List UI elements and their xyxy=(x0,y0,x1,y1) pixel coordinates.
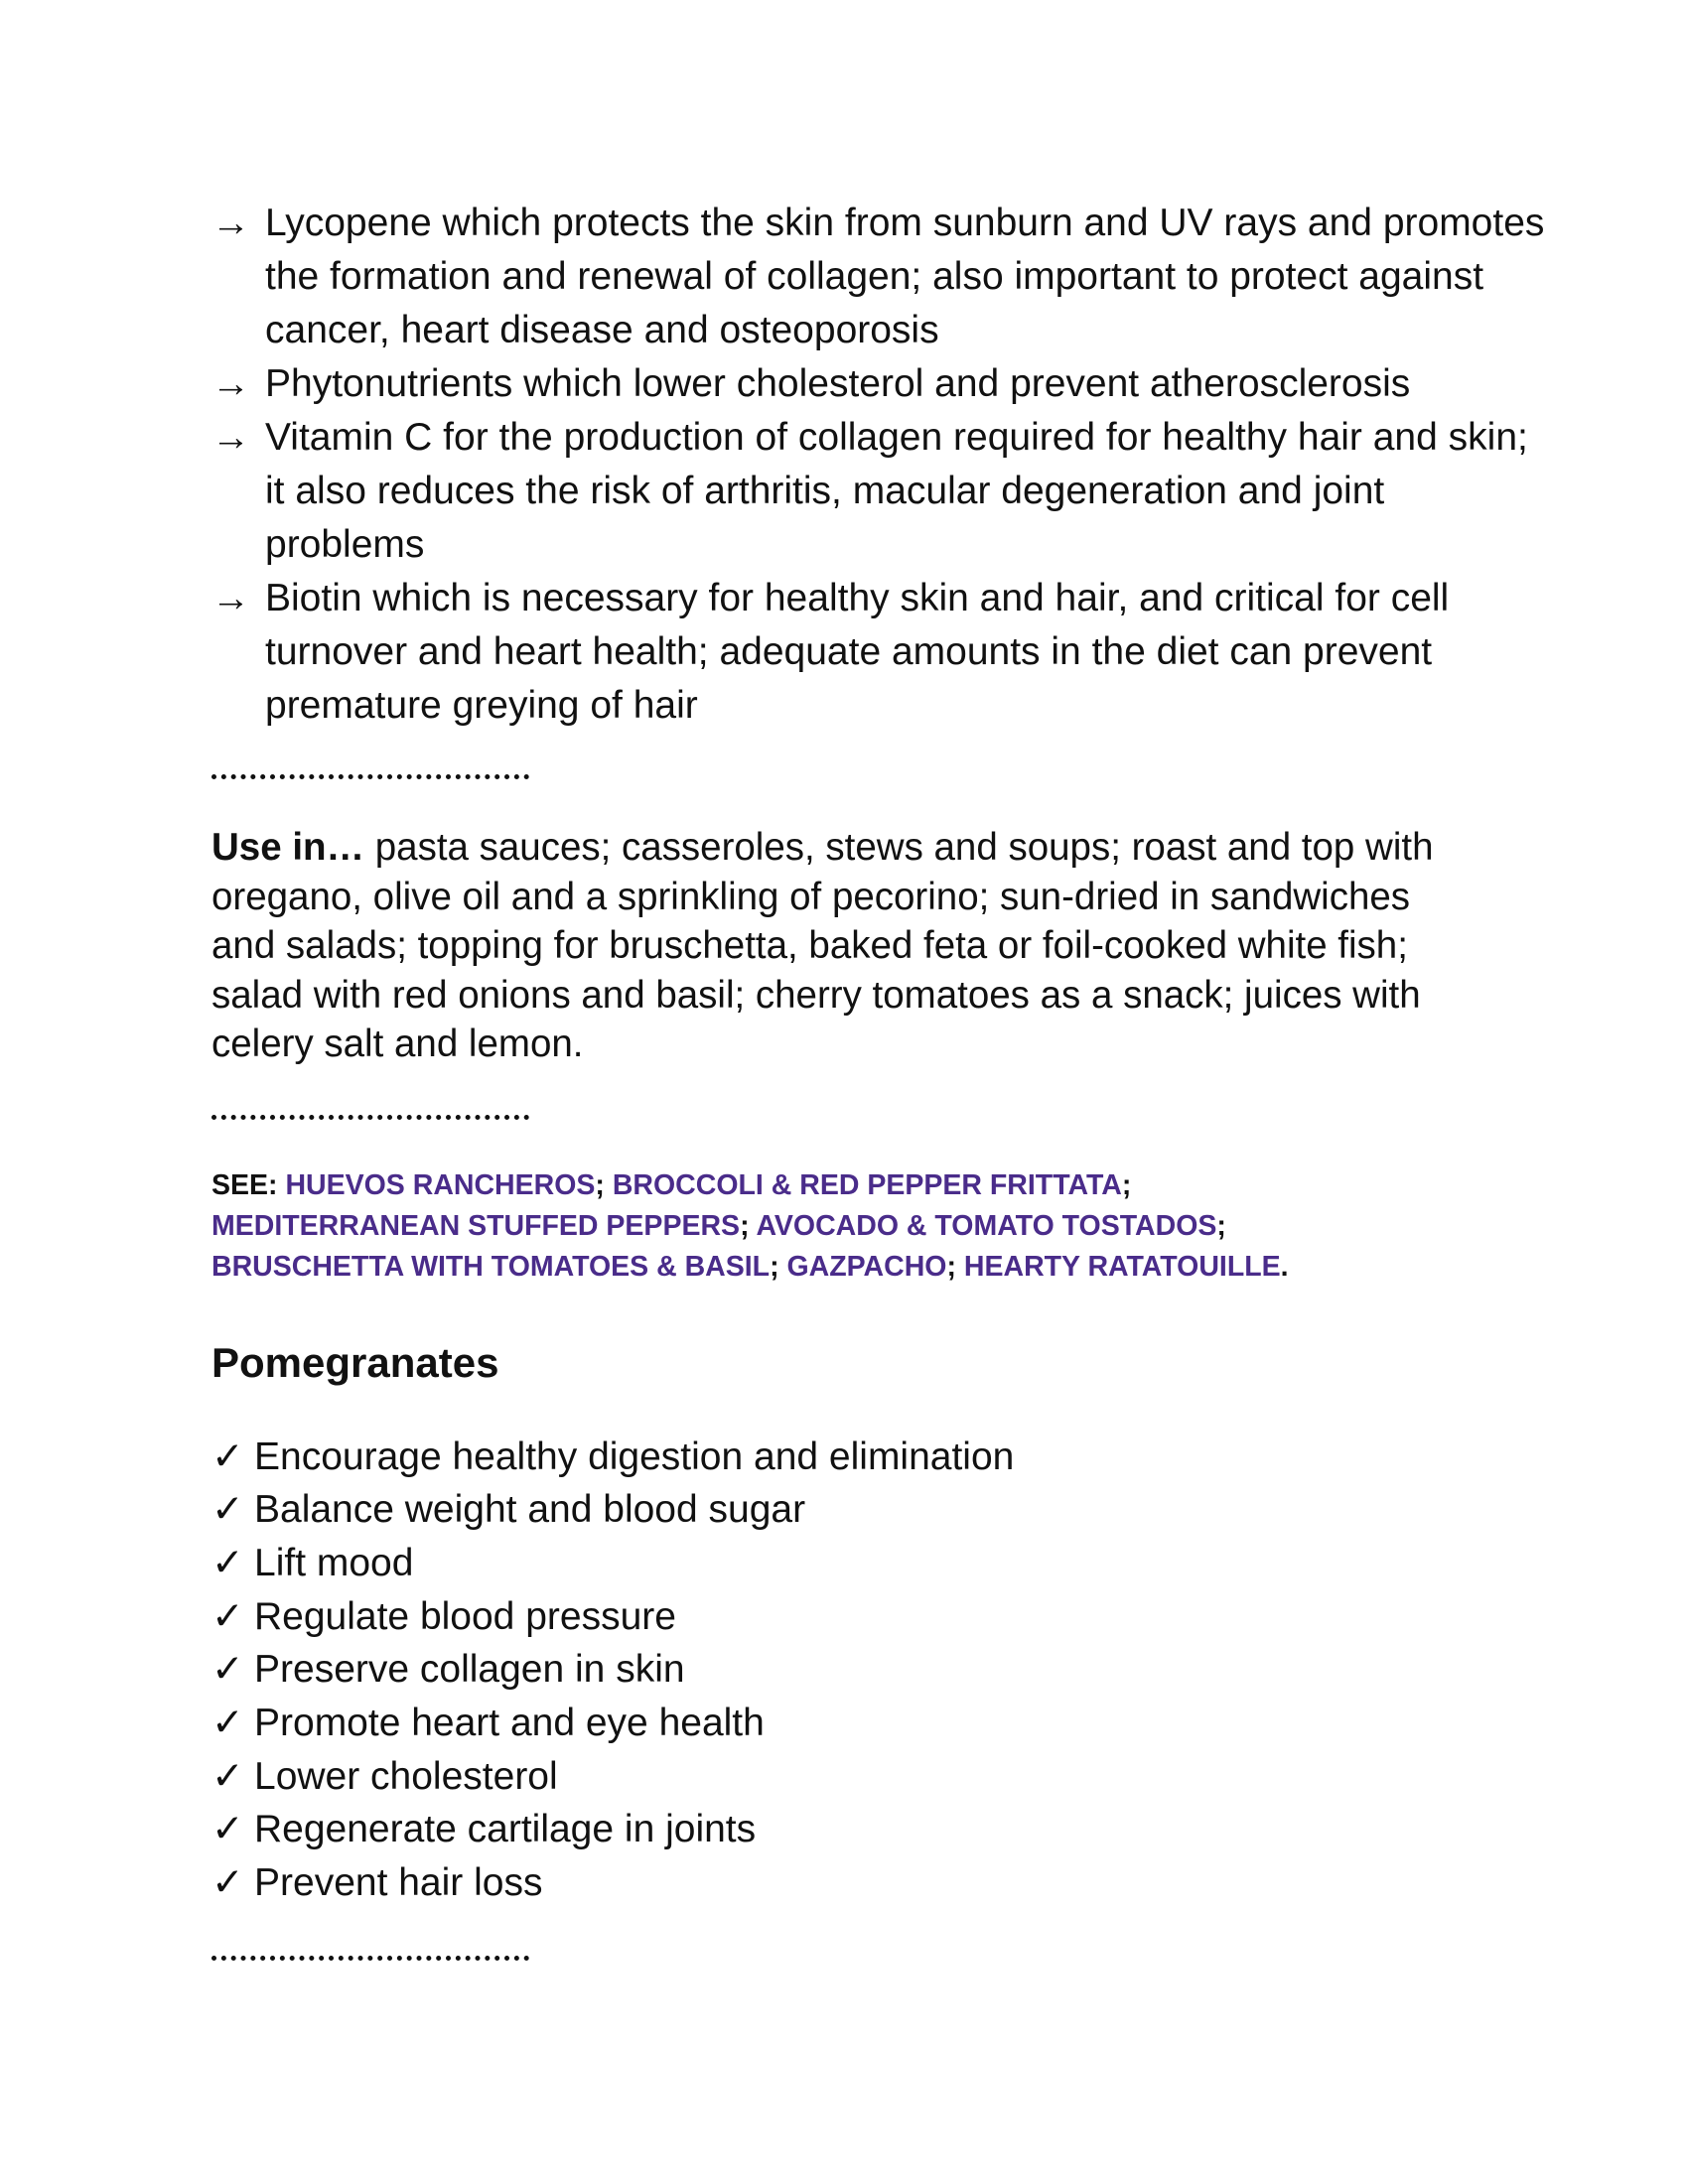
check-icon: ✓ xyxy=(211,1648,244,1692)
recipe-link-huevos-rancheros[interactable]: HUEVOS RANCHEROS xyxy=(285,1168,596,1201)
check-icon: ✓ xyxy=(211,1434,244,1478)
arrow-icon: → xyxy=(211,577,250,619)
check-item-text: Preserve collagen in skin xyxy=(254,1648,685,1692)
benefit-item xyxy=(211,357,1546,411)
benefits-list xyxy=(211,197,1545,733)
arrow-icon: → xyxy=(211,202,250,244)
check-item-text: Encourage healthy digestion and elimination xyxy=(254,1434,1015,1478)
recipe-link-stuffed-peppers[interactable]: MEDITERRANEAN STUFFED PEPPERS xyxy=(211,1209,741,1242)
check-item-text: Prevent hair loss xyxy=(254,1861,543,1905)
section-title: Pomegranates xyxy=(211,1338,499,1386)
check-item xyxy=(211,1697,1502,1750)
check-icon: ✓ xyxy=(211,1541,244,1584)
separator: ; xyxy=(770,1250,779,1283)
check-item xyxy=(211,1856,1502,1910)
dotted-divider xyxy=(211,1956,529,1961)
end-punctuation: . xyxy=(1280,1250,1289,1283)
recipe-link-ratatouille[interactable]: HEARTY RATATOUILLE xyxy=(963,1250,1281,1283)
benefit-text: Biotin which is necessary for healthy skin and hair, and critical for cell turnover and heart health; adequate amounts in the diet can prevent premature greying of hair xyxy=(265,577,1450,727)
check-item xyxy=(211,1803,1502,1856)
separator: ; xyxy=(1121,1168,1132,1201)
benefit-item xyxy=(211,572,1546,733)
check-item-text: Lift mood xyxy=(254,1541,414,1584)
benefit-text: Phytonutrients which lower cholesterol and prevent atherosclerosis xyxy=(265,362,1411,405)
check-item xyxy=(211,1483,1502,1537)
arrow-icon: → xyxy=(211,362,250,405)
recipe-link-broccoli-frittata[interactable]: BROCCOLI & RED PEPPER FRITTATA xyxy=(612,1168,1122,1201)
check-item-text: Balance weight and blood sugar xyxy=(254,1488,806,1532)
benefit-item xyxy=(211,411,1546,572)
separator: ; xyxy=(1216,1209,1226,1242)
check-item-text: Promote heart and eye health xyxy=(254,1702,765,1745)
recipe-link-bruschetta[interactable]: BRUSCHETTA WITH TOMATOES & BASIL xyxy=(211,1250,771,1283)
pomegranate-benefits-list xyxy=(211,1431,1502,1910)
check-item-text: Regenerate cartilage in joints xyxy=(254,1808,757,1851)
check-item xyxy=(211,1431,1502,1484)
check-item xyxy=(211,1750,1502,1804)
check-icon: ✓ xyxy=(211,1488,244,1532)
see-also xyxy=(211,1165,1492,1288)
recipe-link-tostados[interactable]: AVOCADO & TOMATO TOSTADOS xyxy=(756,1209,1217,1242)
check-item xyxy=(211,1643,1502,1697)
check-item xyxy=(211,1590,1502,1644)
check-item-text: Lower cholesterol xyxy=(254,1754,558,1798)
check-icon: ✓ xyxy=(211,1861,244,1905)
recipe-link-gazpacho[interactable]: GAZPACHO xyxy=(786,1250,947,1283)
see-label: SEE: xyxy=(211,1168,278,1201)
check-icon: ✓ xyxy=(211,1808,244,1851)
arrow-icon: → xyxy=(211,416,250,459)
check-item xyxy=(211,1537,1502,1590)
benefit-text: Lycopene which protects the skin from sunburn and UV rays and promotes the formation and renewal of collagen; also important to protect against cancer, heart disease and osteoporosis xyxy=(265,202,1545,351)
benefit-text: Vitamin C for the production of collagen required for healthy hair and skin; it also reduces the risk of arthritis, macular degeneration and joint problems xyxy=(265,416,1528,566)
check-icon: ✓ xyxy=(211,1702,244,1745)
dotted-divider xyxy=(211,1115,529,1120)
dotted-divider xyxy=(211,774,529,779)
separator: ; xyxy=(595,1168,605,1201)
check-item-text: Regulate blood pressure xyxy=(254,1594,676,1638)
use-in-paragraph xyxy=(211,823,1482,1069)
use-in-lead: Use in… xyxy=(211,826,365,869)
separator: ; xyxy=(946,1250,956,1283)
check-icon: ✓ xyxy=(211,1594,244,1638)
benefit-item xyxy=(211,197,1546,357)
use-in-text: pasta sauces; casseroles, stews and soups; roast and top with oregano, olive oil and a sprinkling of pecorino; sun-dried in sandwiches and salads; topping for bruschetta, baked feta or foil-cooked white fish; salad with red onions and basil; cherry tomatoes as a snack; juices with celery salt and lemon. xyxy=(211,826,1434,1065)
check-icon: ✓ xyxy=(211,1754,244,1798)
page-content xyxy=(211,197,1545,1961)
separator: ; xyxy=(740,1209,750,1242)
